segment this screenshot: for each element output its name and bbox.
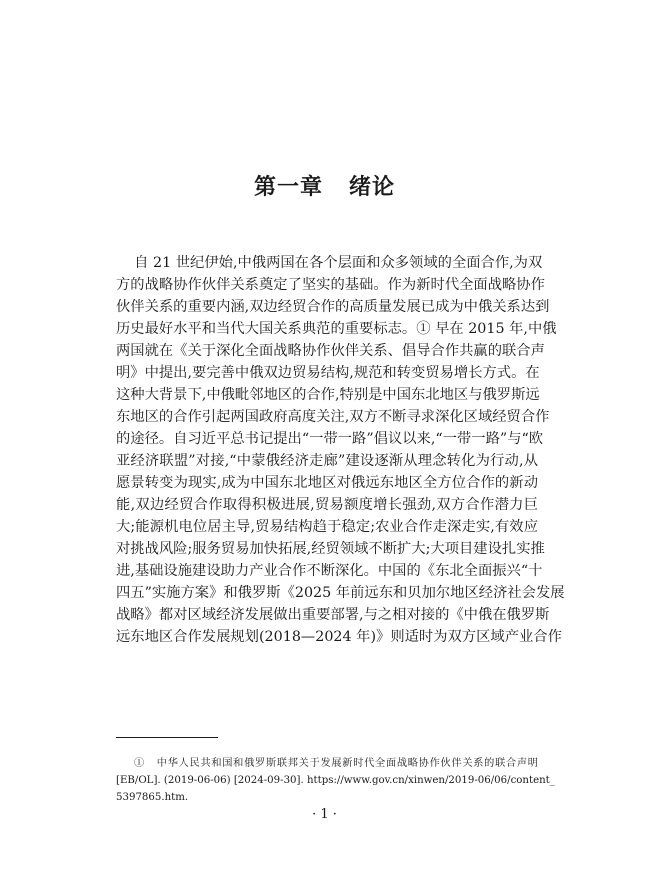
footnote-line: ① 中华人民共和国和俄罗斯联邦关于发展新时代全面战略协作伙伴关系的联合声明: [134, 758, 538, 769]
body-line: 远东地区合作发展规划(2018—2024 年)》则适时为双方区域产业合作: [116, 629, 562, 645]
body-line: 大;能源机电位居主导,贸易结构趋于稳定;农业合作走深走实,有效应: [116, 519, 538, 535]
footnote-separator: [116, 737, 218, 738]
body-line: 战略》都对区域经济发展做出重要部署,与之相对接的《中俄在俄罗斯: [116, 607, 550, 623]
body-line: 亚经济联盟”对接,“中蒙俄经济走廊”建设逐渐从理念转化为行动,从: [116, 453, 538, 469]
body-line: 明》中提出,要完善中俄双边贸易结构,规范和转变贸易增长方式。在: [116, 365, 540, 381]
body-line: 方的战略协作伙伴关系奠定了坚实的基础。作为新时代全面战略协作: [116, 277, 545, 293]
body-line: 对挑战风险;服务贸易加快拓展,经贸领域不断扩大;大项目建设扎实推: [116, 541, 545, 557]
body-line: 的途径。自习近平总书记提出“一带一路”倡议以来,“一带一路”与“欧: [116, 431, 544, 447]
footnote-line: 5397865.htm.: [116, 792, 189, 803]
body-line: 伙伴关系的重要内涵,双边经贸合作的高质量发展已成为中俄关系达到: [116, 299, 550, 315]
body-line: 四五”实施方案》和俄罗斯《2025 年前远东和贝加尔地区经济社会发展: [116, 585, 565, 601]
body-line: 两国就在《关于深化全面战略协作伙伴关系、倡导合作共赢的联合声: [116, 343, 545, 359]
body-line: 能,双边经贸合作取得积极进展,贸易额度增长强劲,双方合作潜力巨: [116, 497, 538, 513]
footnote-line: [EB/OL]. (2019-06-06) [2024-09-30]. https://www.gov.cn/xinwen/2019-06/06/content_: [116, 775, 555, 786]
body-line: 这种大背景下,中俄毗邻地区的合作,特别是中国东北地区与俄罗斯远: [116, 387, 540, 403]
body-line: 东地区的合作引起两国政府高度关注,双方不断寻求深化区域经贸合作: [116, 409, 550, 425]
body-line: 历史最好水平和当代大国关系典范的重要标志。① 早在 2015 年,中俄: [116, 321, 557, 337]
page-number: · 1 ·: [312, 807, 337, 822]
body-paragraph: [116, 252, 565, 648]
body-line: 进,基础设施建设助力产业合作不断深化。中国的《东北全面振兴“十: [116, 563, 543, 579]
body-line: 自 21 世纪伊始,中俄两国在各个层面和众多领域的全面合作,为双: [116, 255, 543, 271]
chapter-title: 第一章 绪论: [254, 175, 395, 200]
body-line: 愿景转变为现实,成为中国东北地区对俄远东地区全方位合作的新动: [116, 475, 538, 491]
footnote: [116, 755, 555, 806]
